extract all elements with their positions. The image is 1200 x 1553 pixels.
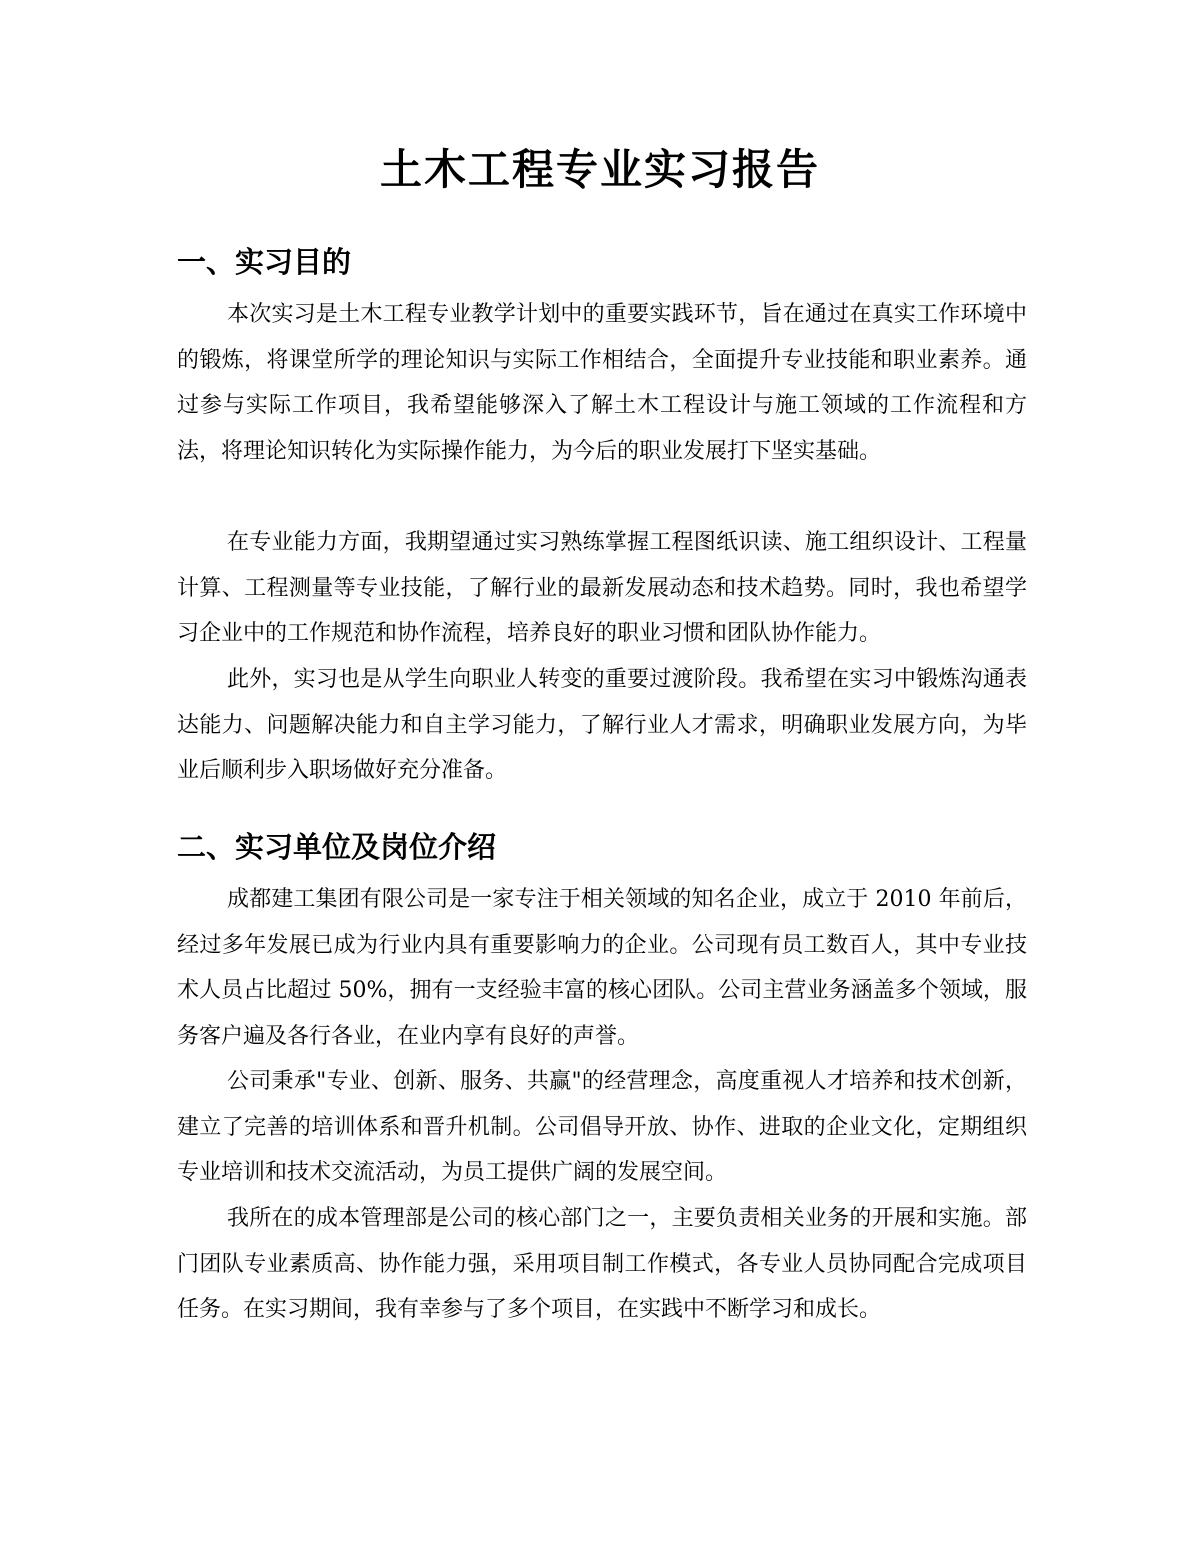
- paragraph: 我所在的成本管理部是公司的核心部门之一，主要负责相关业务的开展和实施。部门团队专业素质高、协作能力强，采用项目制工作模式，各专业人员协同配合完成项目任务。在实习期间，我有幸参与了多个项目，在实践中不断学习和成长。: [177, 1206, 1027, 1322]
- section-heading-purpose: 一、实习目的: [177, 245, 352, 279]
- paragraph: 在专业能力方面，我期望通过实习熟练掌握工程图纸识读、施工组织设计、工程量计算、工程测量等专业技能，了解行业的最新发展动态和技术趋势。同时，我也希望学习企业中的工作规范和协作流程，培养良好的职业习惯和团队协作能力。: [177, 530, 1027, 646]
- document-title: 土木工程专业实习报告: [379, 145, 820, 194]
- paragraph: 公司秉承"专业、创新、服务、共赢"的经营理念，高度重视人才培养和技术创新，建立了完善的培训体系和晋升机制。公司倡导开放、协作、进取的企业文化，定期组织专业培训和技术交流活动，为员工提供广阔的发展空间。: [177, 1069, 1027, 1185]
- paragraph: 此外，实习也是从学生向职业人转变的重要过渡阶段。我希望在实习中锻炼沟通表达能力、问题解决能力和自主学习能力，了解行业人才需求，明确职业发展方向，为毕业后顺利步入职场做好充分准备。: [177, 667, 1027, 783]
- paragraph: 成都建工集团有限公司是一家专注于相关领域的知名企业，成立于 2010 年前后，经过多年发展已成为行业内具有重要影响力的企业。公司现有员工数百人，其中专业技术人员占比超过 50%，拥有一支经验丰富的核心团队。公司主营业务涵盖多个领域，服务客户遍及各行各业，在业内享有良好的声誉。: [177, 887, 1027, 1049]
- paragraph: 本次实习是土木工程专业教学计划中的重要实践环节，旨在通过在真实工作环境中的锻炼，将课堂所学的理论知识与实际工作相结合，全面提升专业技能和职业素养。通过参与实际工作项目，我希望能够深入了解土木工程设计与施工领域的工作流程和方法，将理论知识转化为实际操作能力，为今后的职业发展打下坚实基础。: [177, 302, 1027, 464]
- section-heading-company: 二、实习单位及岗位介绍: [177, 830, 497, 864]
